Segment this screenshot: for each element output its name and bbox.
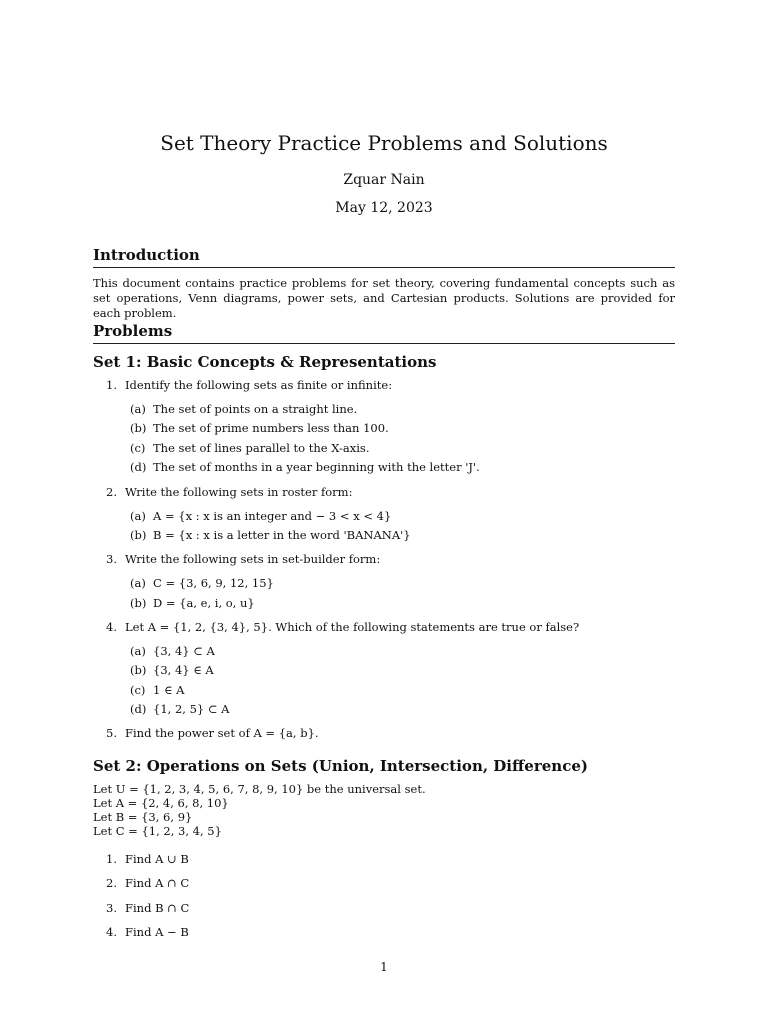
section-heading-introduction: Introduction [93, 246, 675, 268]
problem-text: Write the following sets in roster form: [125, 485, 353, 499]
let-statement: Let U = {1, 2, 3, 4, 5, 6, 7, 8, 9, 10} be the universal set. [93, 782, 426, 796]
sub-item-text: D = {a, e, i, o, u} [153, 596, 255, 610]
problem-number: 4. [106, 620, 117, 634]
document-author: Zquar Nain [343, 172, 425, 188]
problem-item [106, 852, 189, 866]
sub-item [130, 576, 274, 590]
sub-item-text: {1, 2, 5} ⊂ A [153, 702, 230, 716]
problem-number: 5. [106, 726, 117, 740]
problem-text: Find the power set of A = {a, b}. [125, 726, 319, 740]
sub-item-label: (b) [130, 663, 147, 677]
sub-item-text: B = {x : x is a letter in the word 'BANANA'} [153, 528, 411, 542]
problem-number: 2. [106, 485, 117, 499]
sub-item [130, 421, 389, 435]
problem-item [106, 552, 380, 566]
problem-text: Let A = {1, 2, {3, 4}, 5}. Which of the following statements are true or false? [125, 620, 580, 634]
sub-item [130, 702, 229, 716]
sub-item [130, 596, 255, 610]
problem-number: 2. [106, 876, 117, 890]
problem-item [106, 876, 189, 890]
sub-item-label: (c) [130, 441, 146, 455]
introduction-paragraph: This document contains practice problems for set theory, covering fundamental concepts such as set operations, Venn diagrams, power sets, and Cartesian products. Solutions are provided for each problem. [93, 276, 675, 320]
sub-item [130, 644, 215, 658]
subsection-heading-set2: Set 2: Operations on Sets (Union, Intersection, Difference) [93, 757, 588, 775]
problem-item [106, 925, 189, 939]
sub-item-label: (d) [130, 702, 147, 716]
problem-number: 3. [106, 552, 117, 566]
problem-item [106, 485, 352, 499]
sub-item [130, 528, 411, 542]
sub-item-label: (a) [130, 644, 146, 658]
sub-item-text: A = {x : x is an integer and − 3 < x < 4} [153, 509, 392, 523]
sub-item-label: (b) [130, 596, 147, 610]
let-statement: Let A = {2, 4, 6, 8, 10} [93, 796, 229, 810]
sub-item-text: The set of points on a straight line. [153, 402, 358, 416]
problem-number: 4. [106, 925, 117, 939]
problem-item [106, 620, 579, 634]
problem-text: Write the following sets in set-builder form: [125, 552, 381, 566]
section-heading-problems: Problems [93, 322, 675, 344]
sub-item-label: (a) [130, 509, 146, 523]
problem-item [106, 726, 319, 740]
problem-item [106, 901, 189, 915]
sub-item [130, 683, 184, 697]
problem-text: Find A ∪ B [125, 852, 189, 866]
sub-item-label: (a) [130, 402, 146, 416]
document-date: May 12, 2023 [335, 200, 433, 216]
sub-item-text: The set of lines parallel to the X-axis. [153, 441, 370, 455]
problem-number: 3. [106, 901, 117, 915]
sub-item-text: C = {3, 6, 9, 12, 15} [153, 576, 274, 590]
sub-item-label: (b) [130, 421, 147, 435]
sub-item-label: (c) [130, 683, 146, 697]
let-statement: Let C = {1, 2, 3, 4, 5} [93, 824, 222, 838]
subsection-heading-set1: Set 1: Basic Concepts & Representations [93, 353, 437, 371]
sub-item [130, 460, 480, 474]
sub-item-text: {3, 4} ∈ A [153, 663, 214, 677]
problem-text: Find B ∩ C [125, 901, 190, 915]
problem-number: 1. [106, 852, 117, 866]
sub-item-text: 1 ∈ A [153, 683, 185, 697]
problem-text: Find A − B [125, 925, 189, 939]
sub-item-label: (d) [130, 460, 147, 474]
sub-item-text: The set of months in a year beginning with the letter 'J'. [153, 460, 480, 474]
sub-item [130, 663, 214, 677]
sub-item-label: (b) [130, 528, 147, 542]
problem-text: Identify the following sets as finite or infinite: [125, 378, 393, 392]
problem-text: Find A ∩ C [125, 876, 190, 890]
sub-item-text: The set of prime numbers less than 100. [153, 421, 389, 435]
sub-item [130, 509, 391, 523]
problem-item [106, 378, 392, 392]
page-number: 1 [380, 960, 388, 974]
sub-item [130, 441, 369, 455]
problem-number: 1. [106, 378, 117, 392]
sub-item-label: (a) [130, 576, 146, 590]
sub-item [130, 402, 357, 416]
sub-item-text: {3, 4} ⊂ A [153, 644, 215, 658]
document-title: Set Theory Practice Problems and Solutions [160, 131, 608, 155]
let-statement: Let B = {3, 6, 9} [93, 810, 193, 824]
